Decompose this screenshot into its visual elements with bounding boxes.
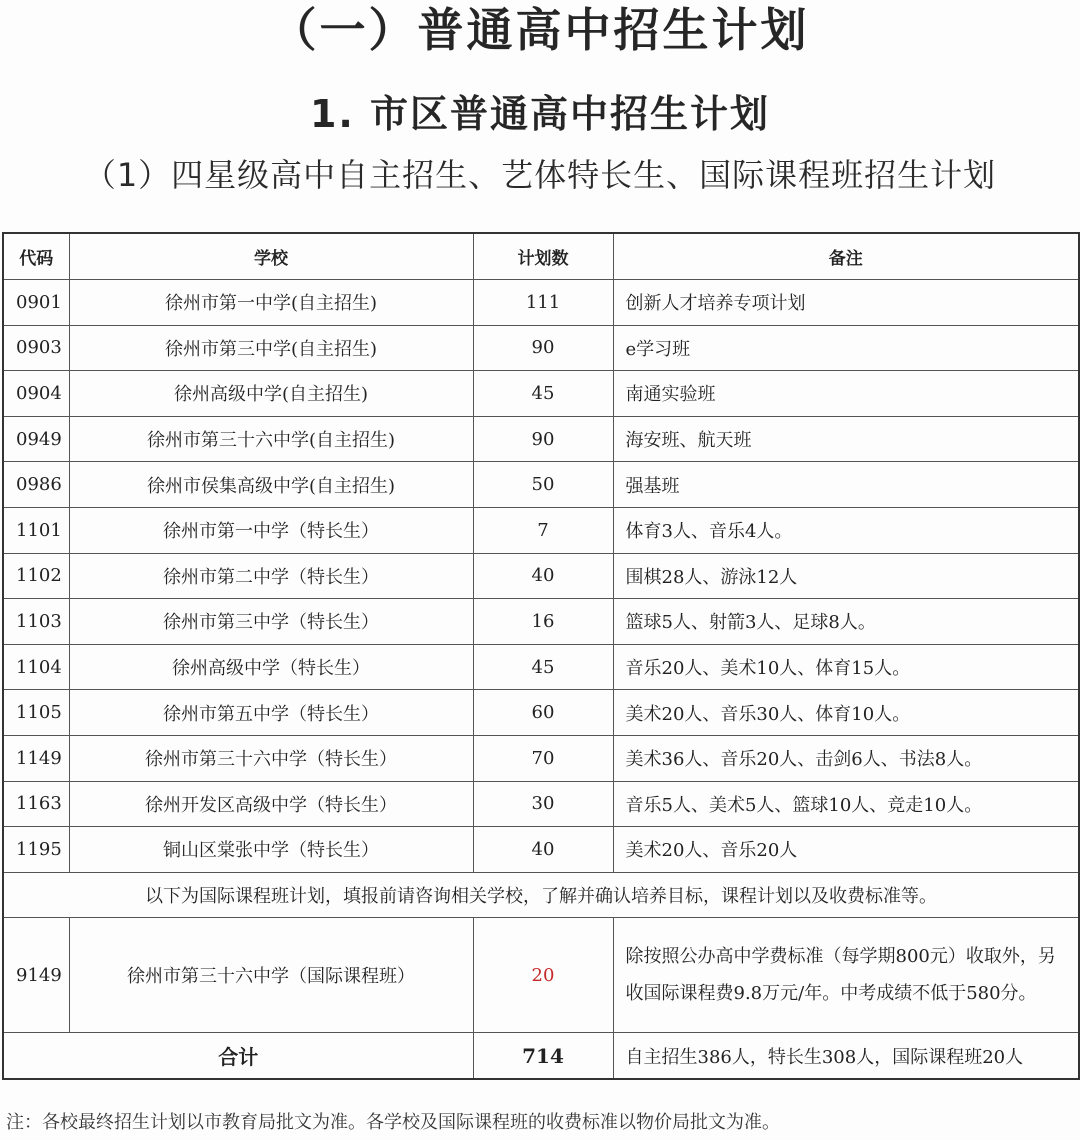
cell-code: 0904 <box>3 371 69 417</box>
table-row <box>3 371 1079 417</box>
table-row <box>3 462 1079 508</box>
cell-plan: 20 <box>473 918 613 1033</box>
total-label: 合计 <box>3 1033 473 1079</box>
table-header-row <box>3 233 1079 280</box>
cell-school: 徐州开发区高级中学（特长生） <box>69 781 473 827</box>
cell-code: 1103 <box>3 599 69 645</box>
header-code: 代码 <box>3 233 69 280</box>
cell-school: 铜山区棠张中学（特长生） <box>69 827 473 873</box>
cell-code: 1163 <box>3 781 69 827</box>
table-row <box>3 325 1079 371</box>
cell-school: 徐州市第二中学（特长生） <box>69 553 473 599</box>
cell-note: 除按照公办高中学费标准（每学期800元）收取外，另收国际课程费9.8万元/年。中考成绩不低于580分。 <box>613 918 1079 1033</box>
table-row <box>3 507 1079 553</box>
cell-code: 1102 <box>3 553 69 599</box>
cell-school: 徐州市第一中学(自主招生) <box>69 280 473 326</box>
cell-plan: 30 <box>473 781 613 827</box>
cell-plan: 90 <box>473 325 613 371</box>
intl-notice: 以下为国际课程班计划，填报前请咨询相关学校，了解并确认培养目标，课程计划以及收费标准等。 <box>3 872 1079 918</box>
cell-note: 美术20人、音乐30人、体育10人。 <box>613 690 1079 736</box>
total-note: 自主招生386人，特长生308人，国际课程班20人 <box>613 1033 1079 1079</box>
cell-note: 音乐20人、美术10人、体育15人。 <box>613 644 1079 690</box>
cell-plan: 7 <box>473 507 613 553</box>
cell-school: 徐州高级中学（特长生） <box>69 644 473 690</box>
header-note: 备注 <box>613 233 1079 280</box>
cell-note: 海安班、航天班 <box>613 416 1079 462</box>
cell-plan: 50 <box>473 462 613 508</box>
cell-note: 篮球5人、射箭3人、足球8人。 <box>613 599 1079 645</box>
cell-school: 徐州市第五中学（特长生） <box>69 690 473 736</box>
cell-school: 徐州市第一中学（特长生） <box>69 507 473 553</box>
cell-code: 1195 <box>3 827 69 873</box>
table-row <box>3 827 1079 873</box>
cell-note: 美术36人、音乐20人、击剑6人、书法8人。 <box>613 735 1079 781</box>
cell-note: 强基班 <box>613 462 1079 508</box>
cell-note: 美术20人、音乐20人 <box>613 827 1079 873</box>
cell-note: 南通实验班 <box>613 371 1079 417</box>
cell-plan: 16 <box>473 599 613 645</box>
cell-plan: 40 <box>473 827 613 873</box>
cell-school: 徐州市第三十六中学(自主招生) <box>69 416 473 462</box>
table-row <box>3 553 1079 599</box>
cell-school: 徐州市第三十六中学（特长生） <box>69 735 473 781</box>
cell-plan: 45 <box>473 644 613 690</box>
cell-school: 徐州市第三十六中学（国际课程班） <box>69 918 473 1033</box>
cell-school: 徐州市第三中学（特长生） <box>69 599 473 645</box>
cell-school: 徐州市侯集高级中学(自主招生) <box>69 462 473 508</box>
header-school: 学校 <box>69 233 473 280</box>
table-row <box>3 690 1079 736</box>
cell-code: 0903 <box>3 325 69 371</box>
cell-plan: 60 <box>473 690 613 736</box>
section-title: （1）四星级高中自主招生、艺体特长生、国际课程班招生计划 <box>83 156 997 194</box>
main-title: （一）普通高中招生计划 <box>270 3 810 57</box>
table-row <box>3 781 1079 827</box>
cell-school: 徐州高级中学(自主招生) <box>69 371 473 417</box>
cell-plan: 40 <box>473 553 613 599</box>
header-plan: 计划数 <box>473 233 613 280</box>
cell-note: 创新人才培养专项计划 <box>613 280 1079 326</box>
cell-code: 1149 <box>3 735 69 781</box>
table-row <box>3 735 1079 781</box>
cell-code: 0901 <box>3 280 69 326</box>
table-row <box>3 416 1079 462</box>
total-plan: 714 <box>473 1033 613 1079</box>
cell-code: 1105 <box>3 690 69 736</box>
cell-plan: 70 <box>473 735 613 781</box>
cell-code: 0986 <box>3 462 69 508</box>
cell-plan: 45 <box>473 371 613 417</box>
cell-code: 1104 <box>3 644 69 690</box>
footnote: 注：各校最终招生计划以市教育局批文为准。各学校及国际课程班的收费标准以物价局批文为准。 <box>6 1112 780 1133</box>
cell-code: 0949 <box>3 416 69 462</box>
sub-title: 1. 市区普通高中招生计划 <box>309 92 771 136</box>
intl-notice-row <box>3 872 1079 918</box>
cell-note: 围棋28人、游泳12人 <box>613 553 1079 599</box>
cell-code: 9149 <box>3 918 69 1033</box>
total-row <box>3 1033 1079 1079</box>
cell-note: 体育3人、音乐4人。 <box>613 507 1079 553</box>
cell-plan: 90 <box>473 416 613 462</box>
cell-school: 徐州市第三中学(自主招生) <box>69 325 473 371</box>
cell-code: 1101 <box>3 507 69 553</box>
cell-note: e学习班 <box>613 325 1079 371</box>
table-row <box>3 644 1079 690</box>
table-row <box>3 280 1079 326</box>
enrollment-plan-table <box>2 232 1080 1080</box>
cell-note: 音乐5人、美术5人、篮球10人、竞走10人。 <box>613 781 1079 827</box>
intl-course-row <box>3 918 1079 1033</box>
cell-plan: 111 <box>473 280 613 326</box>
table-row <box>3 599 1079 645</box>
